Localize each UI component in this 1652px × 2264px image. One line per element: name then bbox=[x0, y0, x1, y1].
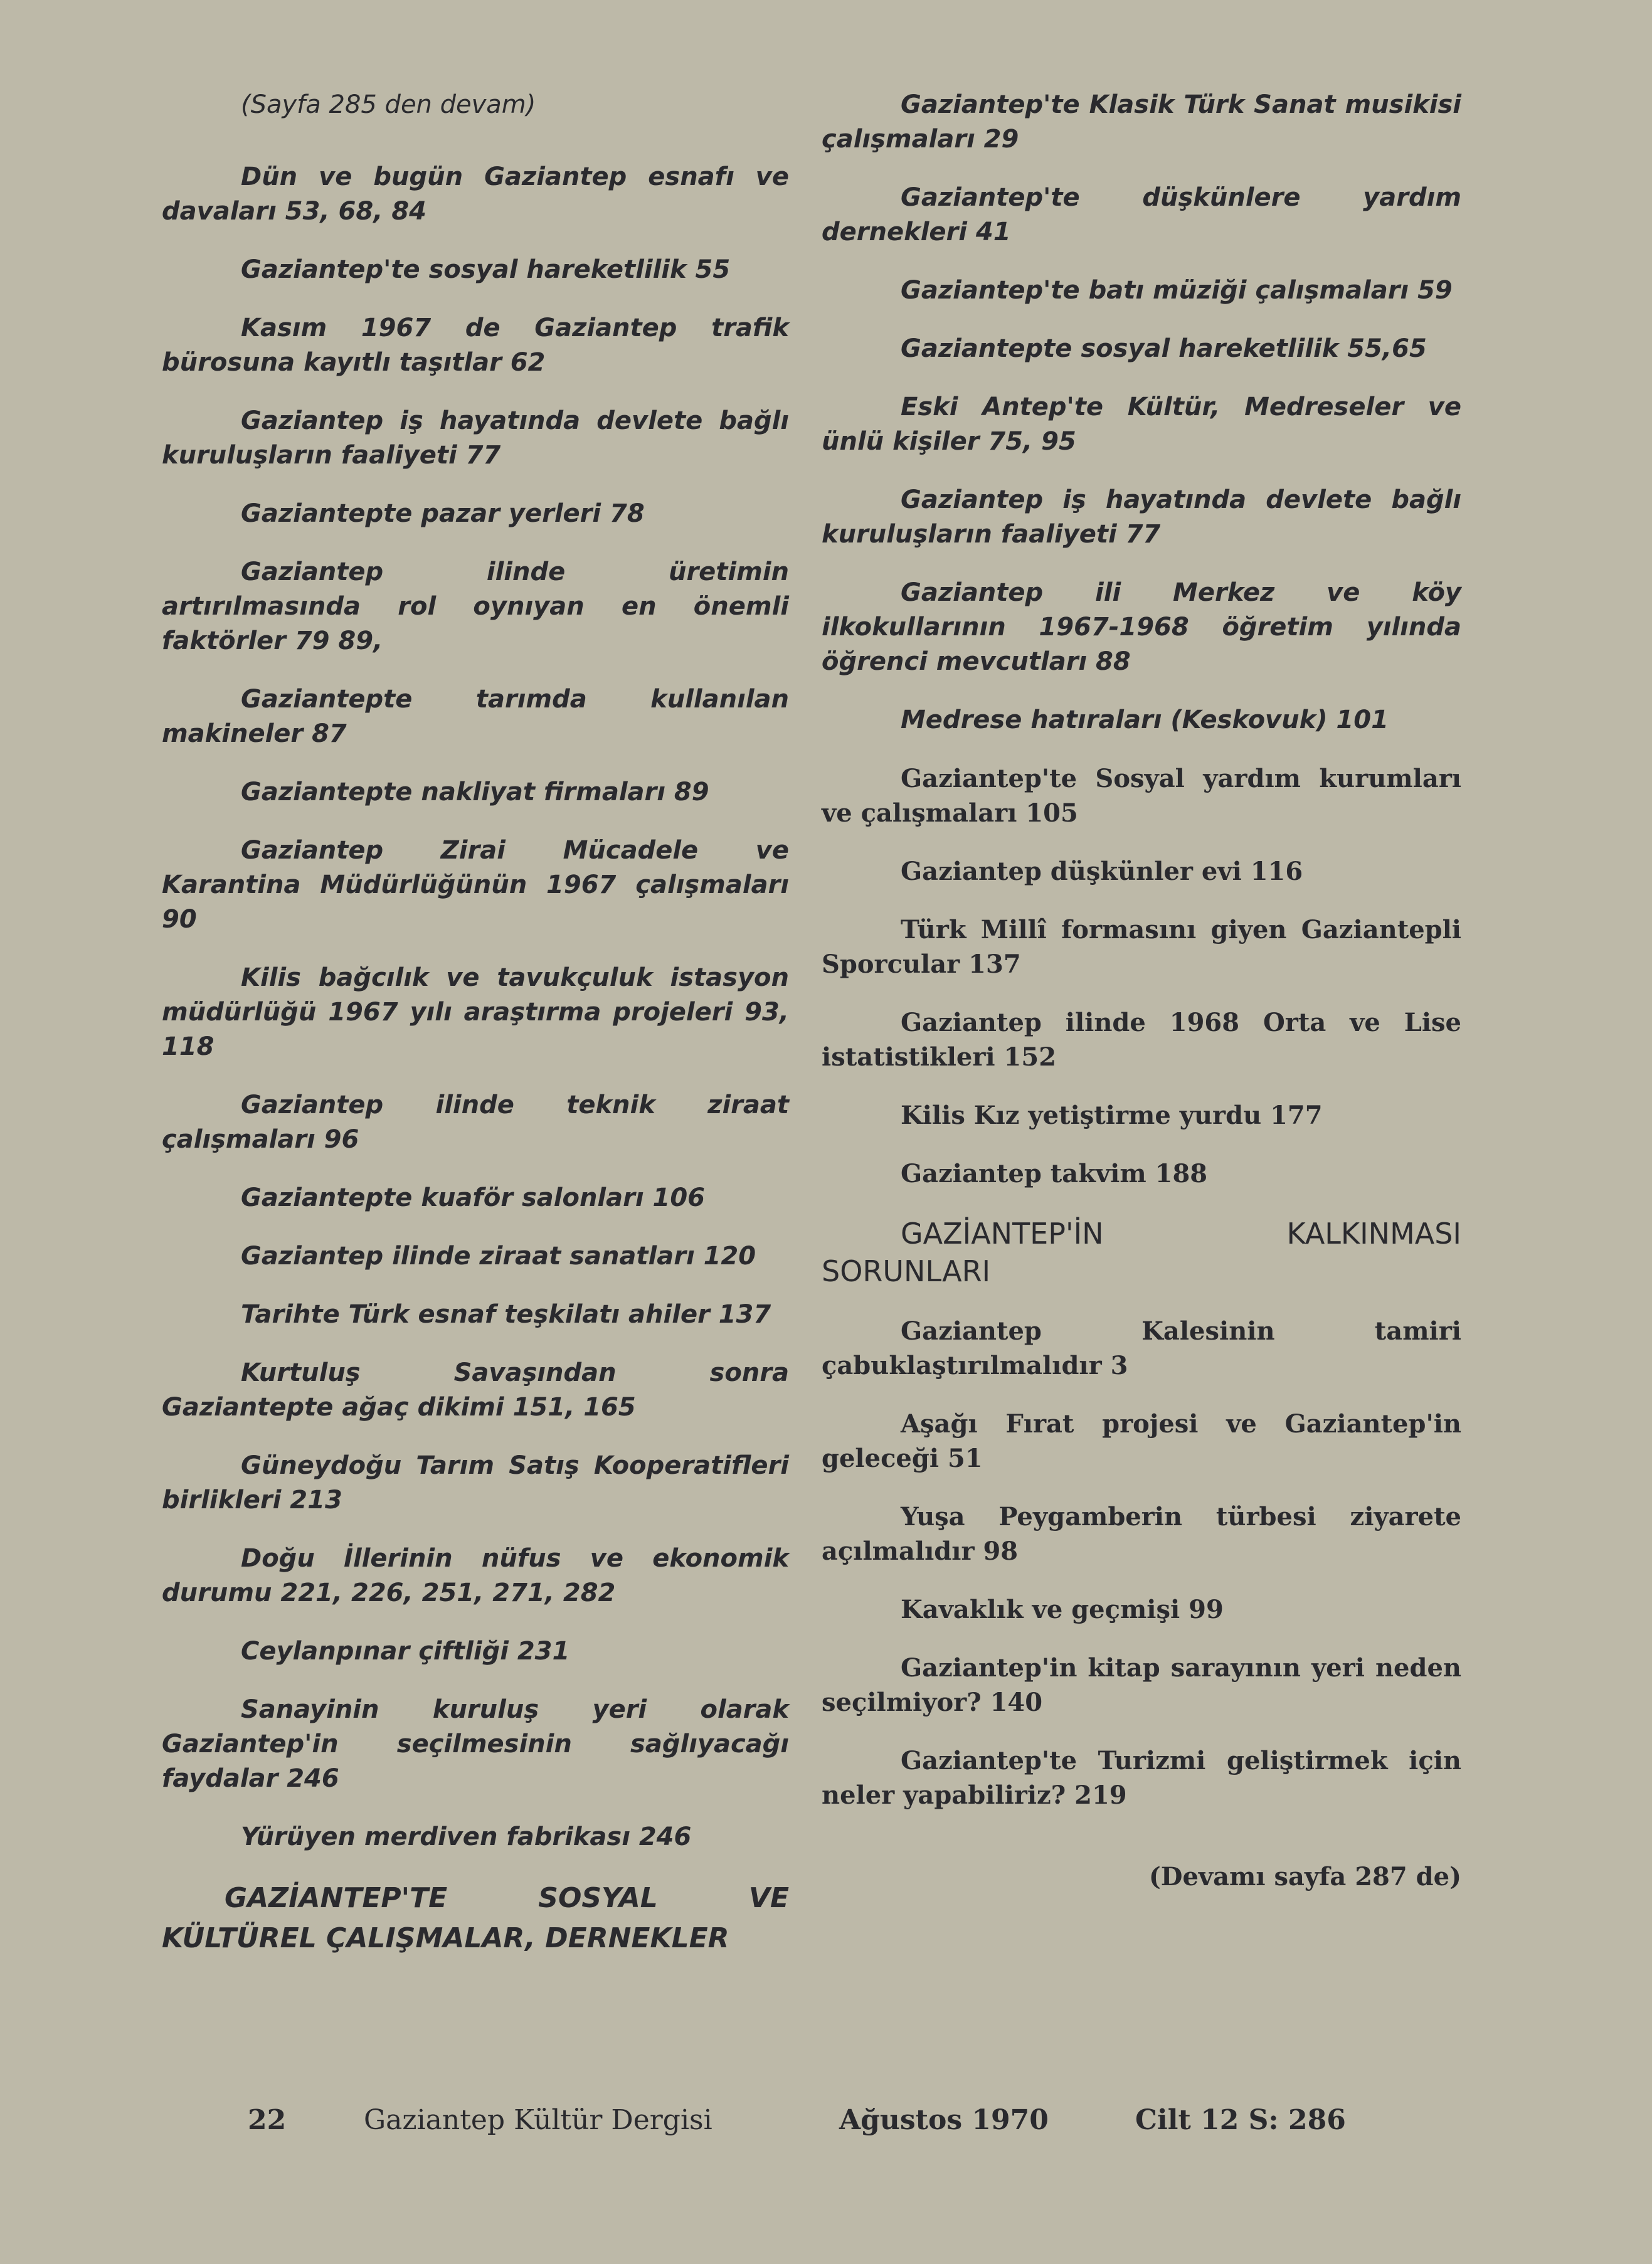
index-entry: Gaziantep ilinde ziraat sanatları 120 bbox=[241, 1242, 756, 1271]
journal-name: Gaziantep Kültür Dergisi bbox=[364, 2104, 712, 2136]
index-entry: Gaziantep'te sosyal hareketlilik 55 bbox=[241, 255, 731, 284]
right-column bbox=[822, 88, 1461, 1918]
index-entry: Gaziantepte tarımda kullanılan makineler 87 bbox=[162, 685, 789, 748]
index-entry: Doğu İllerinin nüfus ve ekonomik durumu 221, 226, 251, 271, 282 bbox=[162, 1544, 789, 1607]
section-heading-development: GAZİANTEP'İN KALKINMASI SORUNLARI bbox=[822, 1217, 1461, 1288]
page-number: 22 bbox=[248, 2104, 287, 2136]
index-entry: Tarihte Türk esnaf teşkilatı ahiler 137 bbox=[241, 1300, 771, 1329]
right-entry-list-bold bbox=[822, 88, 1461, 738]
index-entry: Kilis bağcılık ve tavukçuluk istasyon müdürlüğü 1967 yılı araştırma projeleri 93, 118 bbox=[162, 963, 789, 1061]
index-entry: Ceylanpınar çiftliği 231 bbox=[241, 1637, 570, 1666]
index-entry: Kurtuluş Savaşından sonra Gaziantepte ağaç dikimi 151, 165 bbox=[162, 1358, 789, 1422]
index-entry: Gaziantep'te Klasik Türk Sanat musikisi çalışmaları 29 bbox=[822, 90, 1461, 154]
volume-issue: Cilt 12 S: 286 bbox=[1135, 2104, 1346, 2136]
index-entry: Eski Antep'te Kültür, Medreseler ve ünlü kişiler 75, 95 bbox=[822, 393, 1461, 456]
index-entry: Dün ve bugün Gaziantep esnafı ve davaları 53, 68, 84 bbox=[162, 162, 789, 226]
continued-from-note: (Sayfa 285 den devam) bbox=[241, 90, 536, 119]
index-entry: Gaziantep Zirai Mücadele ve Karantina Müdürlüğünün 1967 çalışmaları 90 bbox=[162, 836, 789, 934]
index-entry: Sanayinin kuruluş yeri olarak Gaziantep'in seçilmesinin sağlıyacağı faydalar 246 bbox=[162, 1695, 789, 1793]
left-entry-list bbox=[162, 160, 789, 1854]
index-entry: Gaziantepte kuaför salonları 106 bbox=[241, 1183, 705, 1212]
index-entry: Gaziantep ilinde teknik ziraat çalışmaları 96 bbox=[162, 1091, 789, 1154]
index-entry: Gaziantep'te Turizmi geliştirmek için neler yapabiliriz? 219 bbox=[822, 1746, 1461, 1810]
section-heading-social-cultural: GAZİANTEP'TE SOSYAL VE KÜLTÜREL ÇALIŞMALAR, DERNEKLER bbox=[162, 1882, 789, 1954]
index-entry: Yuşa Peygamberin türbesi ziyarete açılmalıdır 98 bbox=[822, 1502, 1461, 1566]
index-entry: Türk Millî formasını giyen Gaziantepli Sporcular 137 bbox=[822, 915, 1461, 979]
index-entry: Kilis Kız yetiştirme yurdu 177 bbox=[901, 1101, 1323, 1130]
right-entry-list-development bbox=[822, 1314, 1461, 1812]
index-entry: Kavaklık ve geçmişi 99 bbox=[901, 1595, 1224, 1624]
index-entry: Yürüyen merdiven fabrikası 246 bbox=[241, 1822, 692, 1851]
index-entry: Gaziantep'te batı müziği çalışmaları 59 bbox=[901, 276, 1453, 305]
index-entry: Medrese hatıraları (Keskovuk) 101 bbox=[901, 706, 1389, 734]
index-entry: Aşağı Fırat projesi ve Gaziantep'in geleceği 51 bbox=[822, 1409, 1461, 1473]
index-entry: Gaziantep iş hayatında devlete bağlı kuruluşların faaliyeti 77 bbox=[822, 485, 1461, 549]
index-entry: Gaziantep Kalesinin tamiri çabuklaştırılmalıdır 3 bbox=[822, 1316, 1461, 1380]
index-entry: Gaziantep'te Sosyal yardım kurumları ve çalışmaları 105 bbox=[822, 764, 1461, 828]
index-entry: Gaziantepte pazar yerleri 78 bbox=[241, 499, 645, 528]
index-entry: Gaziantep'te düşkünlere yardım dernekleri 41 bbox=[822, 183, 1461, 246]
index-entry: Gaziantep ilinde 1968 Orta ve Lise istatistikleri 152 bbox=[822, 1008, 1461, 1072]
left-column bbox=[162, 88, 789, 1982]
index-entry: Gaziantep takvim 188 bbox=[901, 1159, 1208, 1188]
index-entry: Gaziantep düşkünler evi 116 bbox=[901, 857, 1303, 886]
continued-on-note: (Devamı sayfa 287 de) bbox=[1148, 1862, 1461, 1891]
right-entry-list-serif bbox=[822, 761, 1461, 1191]
index-entry: Gaziantepte sosyal hareketlilik 55,65 bbox=[901, 334, 1427, 363]
index-entry: Güneydoğu Tarım Satış Kooperatifleri birlikleri 213 bbox=[162, 1451, 789, 1515]
index-entry: Gaziantep'in kitap sarayının yeri neden seçilmiyor? 140 bbox=[822, 1653, 1461, 1717]
index-entry: Kasım 1967 de Gaziantep trafik bürosuna kayıtlı taşıtlar 62 bbox=[162, 314, 789, 377]
index-entry: Gaziantepte nakliyat firmaları 89 bbox=[241, 778, 709, 807]
issue-date: Ağustos 1970 bbox=[839, 2104, 1049, 2136]
index-entry: Gaziantep ilinde üretimin artırılmasında rol oynıyan en önemli faktörler 79 89, bbox=[162, 558, 789, 655]
index-entry: Gaziantep iş hayatında devlete bağlı kuruluşların faaliyeti 77 bbox=[162, 406, 789, 470]
index-entry: Gaziantep ili Merkez ve köy ilkokullarının 1967-1968 öğretim yılında öğrenci mevcutları 88 bbox=[822, 578, 1461, 676]
